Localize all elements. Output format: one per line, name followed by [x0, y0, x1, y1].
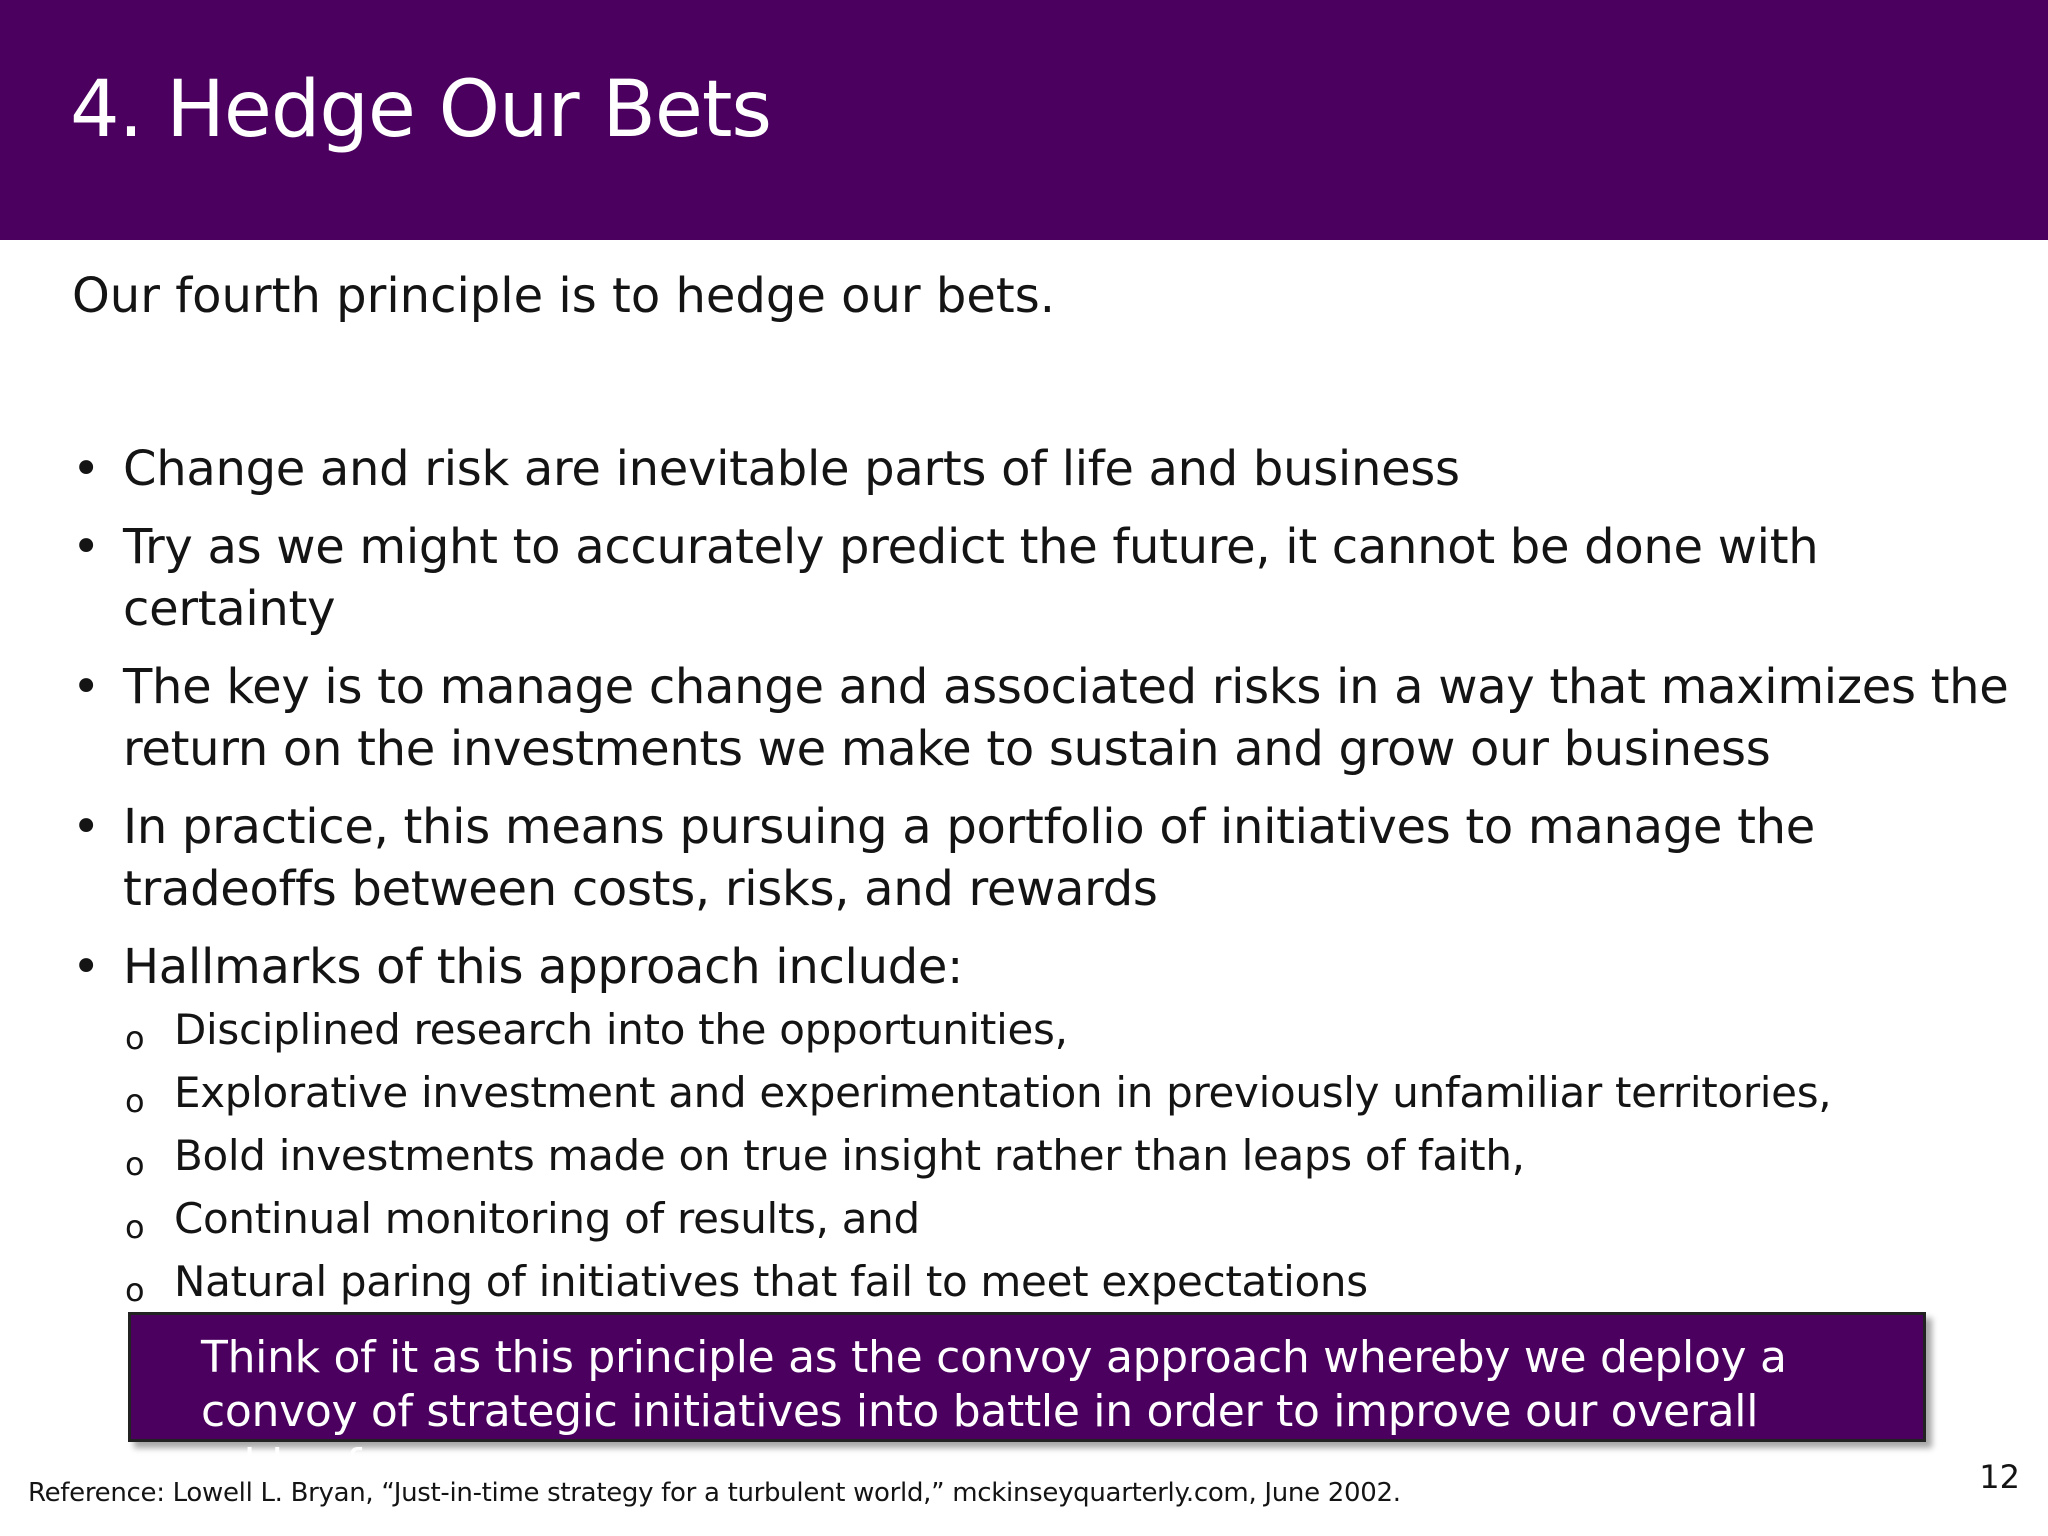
circle-bullet-icon: o [125, 1019, 145, 1057]
header-banner [0, 0, 2048, 240]
circle-bullet-icon: o [125, 1208, 145, 1246]
page-number: 12 [1979, 1458, 2020, 1496]
bullet-item [72, 516, 2022, 640]
bullet-text: Change and risk are inevitable parts of life and business [123, 441, 1460, 497]
bullet-text: The key is to manage change and associated risks in a way that maximizes the return on the investments we make to sustain and grow our business [123, 659, 2009, 777]
sub-bullet-text: Continual monitoring of results, and [174, 1194, 920, 1243]
bullet-text: In practice, this means pursuing a portfolio of initiatives to manage the tradeoffs between costs, risks, and rewards [123, 799, 1815, 917]
reference-citation: Reference: Lowell L. Bryan, “Just-in-time strategy for a turbulent world,” mckinseyquarterly.com, June 2002. [28, 1478, 1401, 1508]
callout-text: Think of it as this principle as the convoy approach whereby we deploy a convoy of strategic initiatives into battle in order to improve our overall odds of success. [201, 1332, 1787, 1491]
bullet-item [72, 936, 2022, 1313]
bullet-icon: • [72, 441, 101, 497]
sub-bullet-item [123, 1061, 2022, 1124]
sub-bullet-item [123, 1187, 2022, 1250]
slide-title: 4. Hedge Our Bets [70, 65, 772, 155]
bullet-list [72, 438, 2022, 1329]
bullet-item [72, 656, 2022, 780]
sub-bullet-item [123, 1124, 2022, 1187]
sub-bullet-text: Bold investments made on true insight rather than leaps of faith, [174, 1131, 1525, 1180]
circle-bullet-icon: o [125, 1271, 145, 1309]
sub-bullet-item [123, 998, 2022, 1061]
bullet-text: Hallmarks of this approach include: [123, 939, 963, 995]
circle-bullet-icon: o [125, 1082, 145, 1120]
bullet-icon: • [72, 519, 101, 575]
intro-text: Our fourth principle is to hedge our bets. [72, 268, 1055, 324]
bullet-icon: • [72, 939, 101, 995]
circle-bullet-icon: o [125, 1145, 145, 1183]
bullet-icon: • [72, 799, 101, 855]
bullet-item [72, 438, 2022, 500]
sub-bullet-item [123, 1250, 2022, 1313]
sub-bullet-list [123, 998, 2022, 1313]
bullet-text: Try as we might to accurately predict the future, it cannot be done with certainty [123, 519, 1819, 637]
bullet-item [72, 796, 2022, 920]
callout-box [128, 1312, 1926, 1491]
sub-bullet-text: Natural paring of initiatives that fail to meet expectations [174, 1257, 1368, 1306]
sub-bullet-text: Disciplined research into the opportunities, [174, 1005, 1068, 1054]
sub-bullet-text: Explorative investment and experimentation in previously unfamiliar territories, [174, 1068, 1832, 1117]
bullet-icon: • [72, 659, 101, 715]
